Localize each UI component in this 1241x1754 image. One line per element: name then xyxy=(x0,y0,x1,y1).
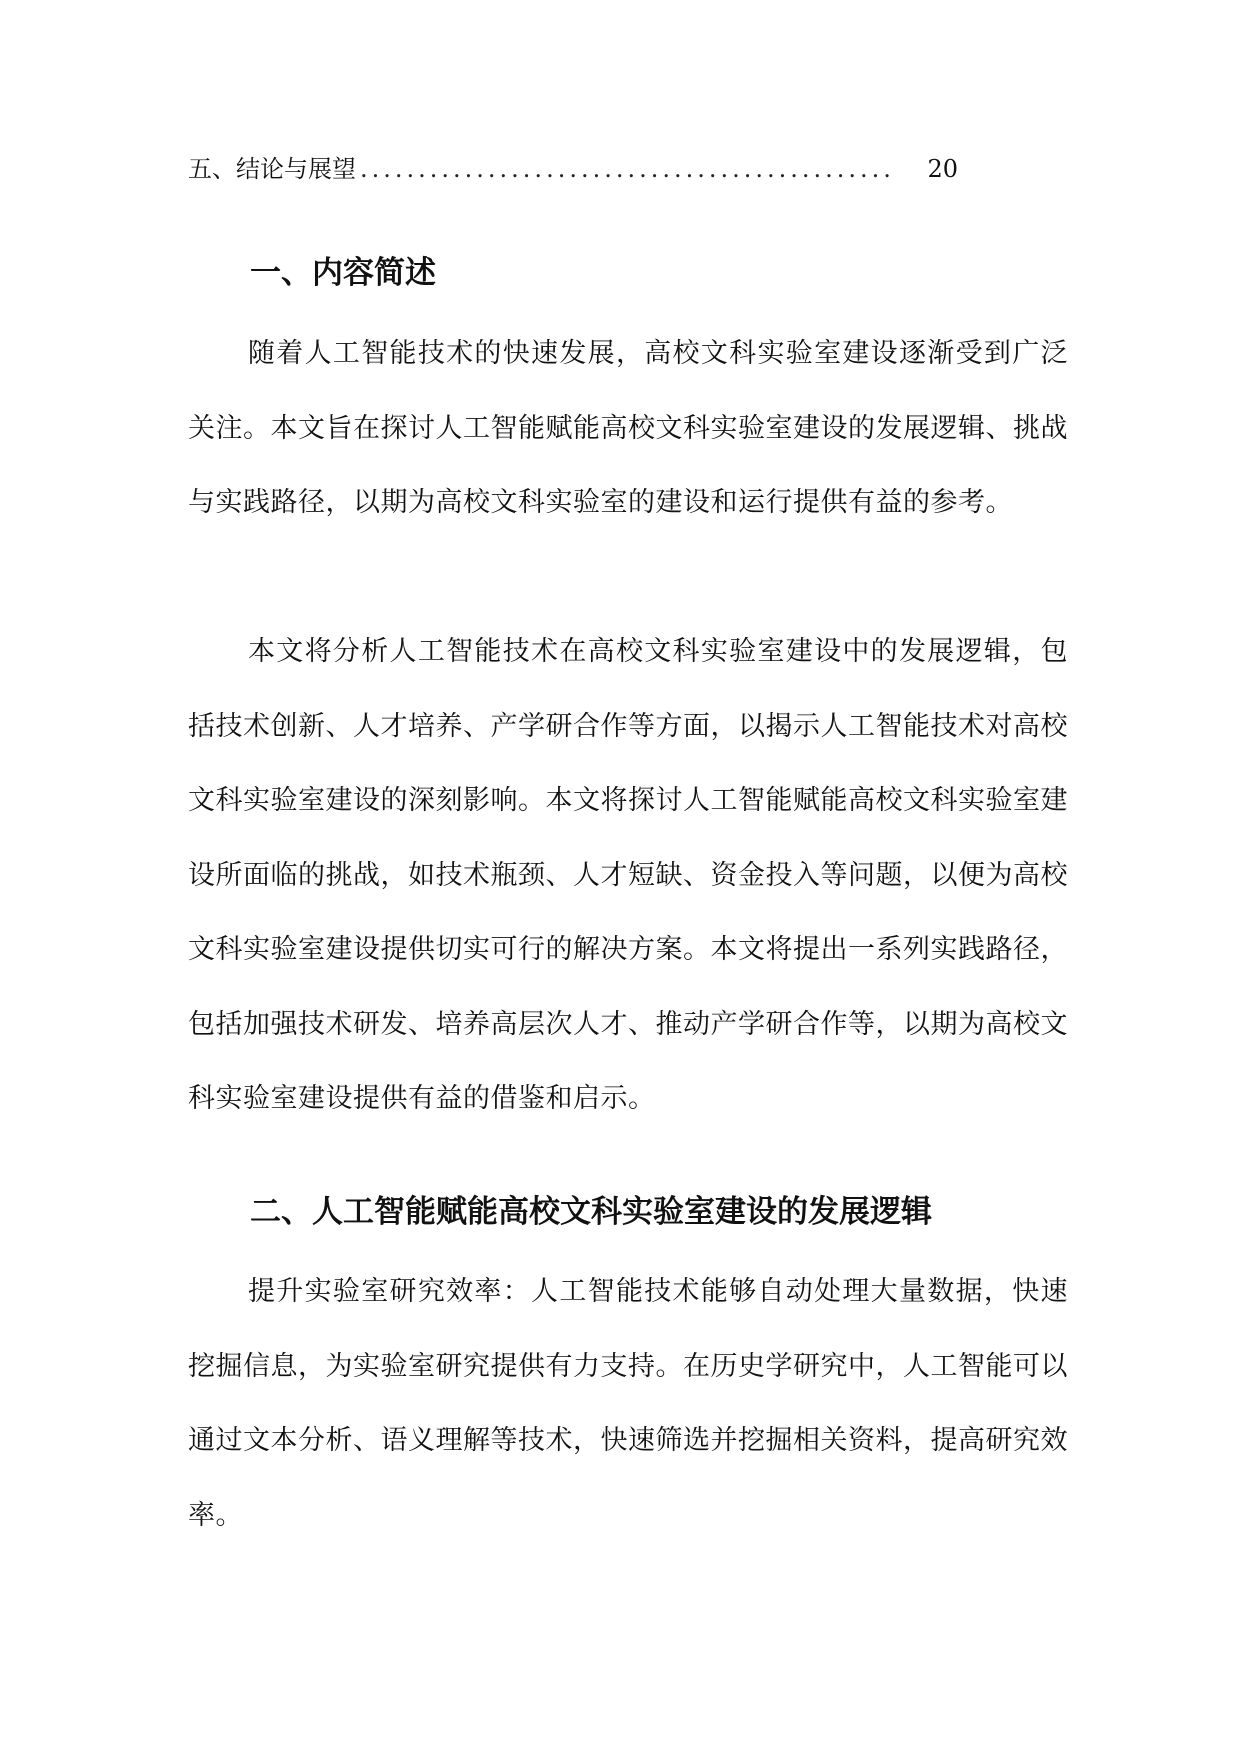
section-1-paragraph-1: 随着人工智能技术的快速发展，高校文科实验室建设逐渐受到广泛关注。本文旨在探讨人工智能赋能高校文科实验室建设的发展逻辑、挑战与实践路径，以期为高校文科实验室的建设和运行提供有益的参考。 xyxy=(188,338,1068,518)
section-1-paragraph-2: 本文将分析人工智能技术在高校文科实验室建设中的发展逻辑，包括技术创新、人才培养、产学研合作等方面，以揭示人工智能技术对高校文科实验室建设的深刻影响。本文将探讨人工智能赋能高校文科实验室建设所面临的挑战，如技术瓶颈、人才短缺、资金投入等问题，以便为高校文科实验室建设提供切实可行的解决方案。本文将提出一系列实践路径，包括加强技术研发、培养高层次人才、推动产学研合作等，以期为高校文科实验室建设提供有益的借鉴和启示。 xyxy=(188,636,1068,1114)
section-heading-1: 一、内容简述 xyxy=(250,255,436,291)
section-heading-2: 二、人工智能赋能高校文科实验室建设的发展逻辑 xyxy=(250,1194,932,1230)
toc-page-number: 20 xyxy=(927,155,958,183)
section-2-paragraph-1: 提升实验室研究效率：人工智能技术能够自动处理大量数据，快速挖掘信息，为实验室研究提供有力支持。在历史学研究中，人工智能可以通过文本分析、语义理解等技术，快速筛选并挖掘相关资料，提高研究效率。 xyxy=(188,1276,1068,1531)
toc-entry[interactable] xyxy=(188,150,958,188)
toc-entry-title: 五、结论与展望 xyxy=(188,155,356,183)
toc-leader-dots: .............................................. xyxy=(360,155,895,183)
